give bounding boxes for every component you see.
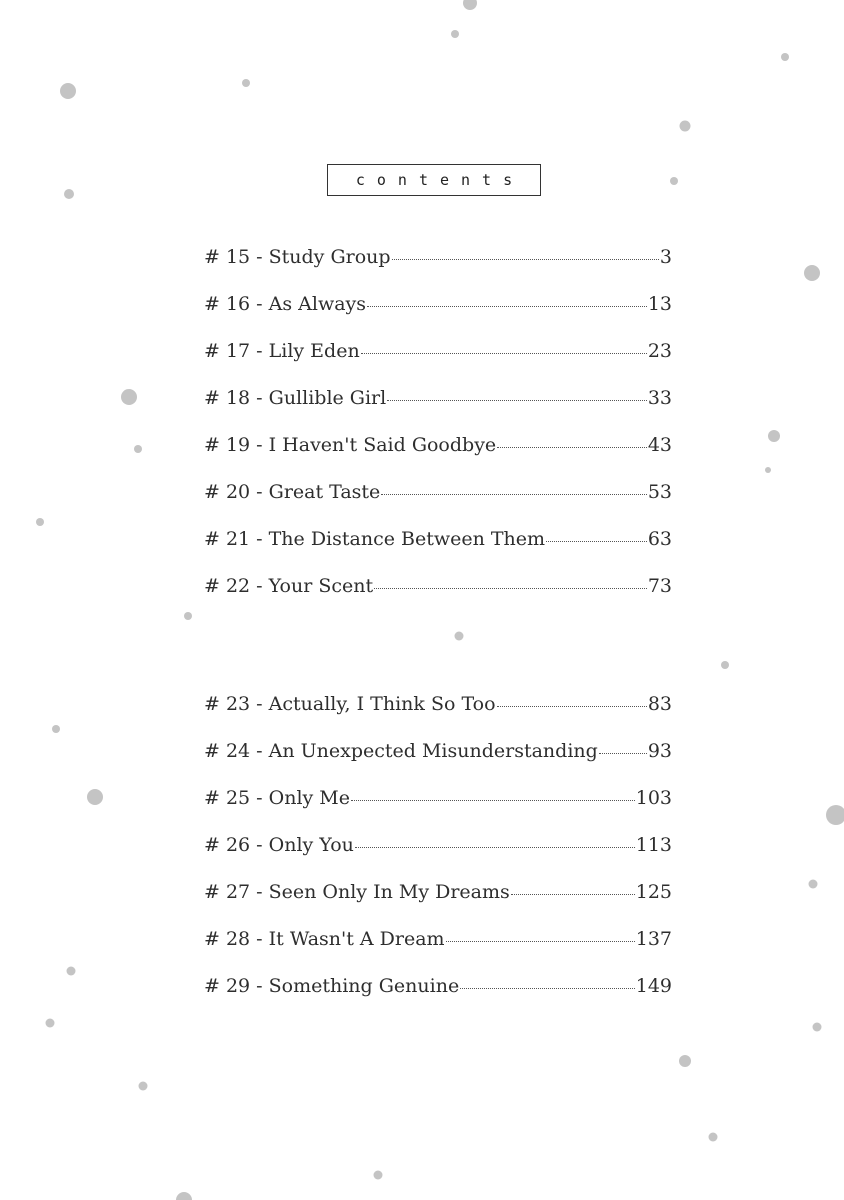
dot-leader (387, 400, 647, 401)
toc-entry-label: # 26 - Only You (204, 834, 354, 856)
toc-entry-28 (204, 928, 672, 975)
toc-entry-label: # 25 - Only Me (204, 787, 350, 809)
toc-entry-label: # 29 - Something Genuine (204, 975, 460, 997)
toc-entry-24 (204, 740, 672, 787)
contents-title-box (327, 164, 541, 196)
toc-entry-18 (204, 387, 672, 434)
toc-entry-page: 23 (647, 340, 672, 362)
toc-entry-label: # 22 - Your Scent (204, 575, 374, 597)
toc-entry-label: # 21 - The Distance Between Them (204, 528, 546, 550)
contents-title: contents (355, 171, 525, 189)
toc-entry-16 (204, 293, 672, 340)
dot-leader (381, 494, 647, 495)
toc-entry-26 (204, 834, 672, 881)
toc-entry-22 (204, 575, 672, 622)
dot-leader (599, 753, 647, 754)
toc-entry-label: # 19 - I Haven't Said Goodbye (204, 434, 497, 456)
toc-entry-label: # 24 - An Unexpected Misunderstanding (204, 740, 598, 762)
toc-entry-23 (204, 693, 672, 740)
toc-group-2 (204, 693, 672, 1022)
toc-entry-label: # 20 - Great Taste (204, 481, 381, 503)
toc-entry-label: # 28 - It Wasn't A Dream (204, 928, 445, 950)
toc-entry-25 (204, 787, 672, 834)
toc-entry-17 (204, 340, 672, 387)
toc-entry-21 (204, 528, 672, 575)
toc-entry-page: 13 (647, 293, 672, 315)
toc-entry-page: 83 (647, 693, 672, 715)
toc-entry-page: 93 (647, 740, 672, 762)
dot-leader (367, 306, 647, 307)
dot-leader (392, 259, 659, 260)
toc-entry-label: # 16 - As Always (204, 293, 367, 315)
toc-entry-27 (204, 881, 672, 928)
toc-entry-label: # 15 - Study Group (204, 246, 391, 268)
dot-leader (374, 588, 647, 589)
toc-group-1 (204, 246, 672, 622)
dot-leader (460, 988, 635, 989)
toc-entry-label: # 27 - Seen Only In My Dreams (204, 881, 510, 903)
dot-leader (497, 447, 647, 448)
toc-entry-page: 73 (647, 575, 672, 597)
toc-entry-label: # 23 - Actually, I Think So Too (204, 693, 496, 715)
toc-entry-label: # 18 - Gullible Girl (204, 387, 387, 409)
toc-entry-20 (204, 481, 672, 528)
dot-leader (351, 800, 635, 801)
toc-entry-page: 125 (635, 881, 672, 903)
dot-leader (361, 353, 647, 354)
toc-entry-15 (204, 246, 672, 293)
dot-leader (446, 941, 635, 942)
toc-entry-page: 43 (647, 434, 672, 456)
toc-entry-page: 33 (647, 387, 672, 409)
toc-entry-page: 103 (635, 787, 672, 809)
toc-entry-19 (204, 434, 672, 481)
dot-leader (497, 706, 647, 707)
toc-entry-page: 113 (635, 834, 672, 856)
toc-entry-29 (204, 975, 672, 1022)
dot-leader (511, 894, 635, 895)
dot-leader (546, 541, 647, 542)
toc-entry-page: 63 (647, 528, 672, 550)
toc-entry-page: 3 (659, 246, 672, 268)
toc-entry-page: 53 (647, 481, 672, 503)
toc-entry-page: 137 (635, 928, 672, 950)
toc-entry-page: 149 (635, 975, 672, 997)
toc-entry-label: # 17 - Lily Eden (204, 340, 360, 362)
dot-leader (355, 847, 635, 848)
